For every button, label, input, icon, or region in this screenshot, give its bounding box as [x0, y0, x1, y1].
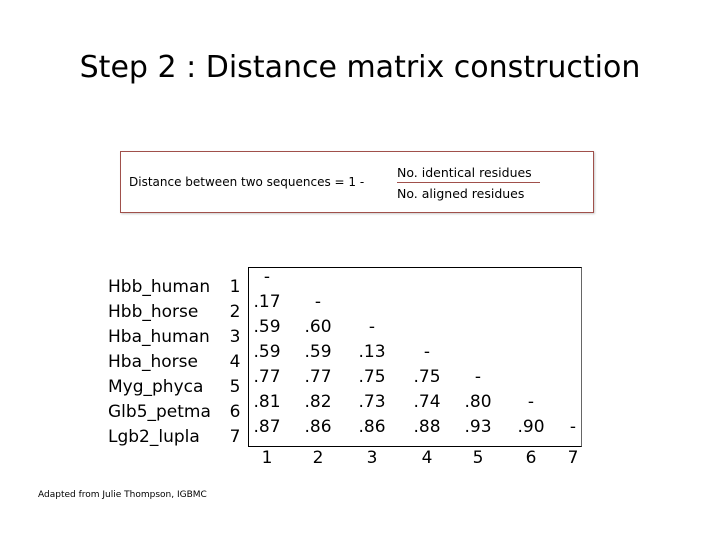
matrix-cell: .82	[304, 392, 332, 412]
matrix-cell: .81	[253, 392, 281, 412]
species-list	[108, 275, 248, 450]
species-name: Hba_human	[108, 327, 210, 347]
matrix-cell: .93	[464, 417, 492, 437]
matrix-cell: -	[314, 292, 322, 312]
species-index: 2	[229, 302, 241, 322]
species-row	[108, 275, 248, 300]
matrix-cell: .73	[358, 392, 386, 412]
species-row	[108, 425, 248, 450]
matrix-cell: .17	[253, 292, 281, 312]
matrix-cell: .74	[413, 392, 441, 412]
species-row	[108, 400, 248, 425]
matrix-cell: .86	[304, 417, 332, 437]
matrix-cell: .59	[304, 342, 332, 362]
matrix-cell: .75	[413, 367, 441, 387]
matrix-cell: .75	[358, 367, 386, 387]
species-index: 5	[229, 377, 241, 397]
species-name: Myg_phyca	[108, 377, 204, 397]
species-name: Lgb2_lupla	[108, 427, 200, 447]
matrix-cell: .88	[413, 417, 441, 437]
matrix-cell: .77	[304, 367, 332, 387]
matrix-cell: .59	[253, 317, 281, 337]
formula-label: Distance between two sequences = 1 -	[129, 175, 365, 189]
matrix-cell: .90	[517, 417, 545, 437]
species-index: 3	[229, 327, 241, 347]
matrix-cell: -	[527, 392, 535, 412]
matrix-cell: .87	[253, 417, 281, 437]
formula-box	[120, 151, 594, 213]
matrix-cell: .59	[253, 342, 281, 362]
slide-title: Step 2 : Distance matrix construction	[79, 50, 641, 85]
matrix-column-label: 1	[261, 448, 273, 468]
matrix-cell: -	[569, 417, 577, 437]
species-name: Hbb_human	[108, 277, 211, 297]
formula-denominator: No. aligned residues	[397, 186, 525, 201]
species-index: 7	[229, 427, 241, 447]
species-row	[108, 300, 248, 325]
species-index: 4	[229, 352, 241, 372]
matrix-column-label: 3	[366, 448, 378, 468]
species-name: Glb5_petma	[108, 402, 211, 422]
formula-numerator: No. identical residues	[397, 165, 532, 180]
matrix-cell: .13	[358, 342, 386, 362]
matrix-cell: -	[263, 267, 271, 287]
species-row	[108, 350, 248, 375]
species-row	[108, 325, 248, 350]
species-name: Hbb_horse	[108, 302, 199, 322]
matrix-cell: .80	[464, 392, 492, 412]
matrix-column-label: 4	[421, 448, 433, 468]
species-index: 1	[229, 277, 241, 297]
species-index: 6	[229, 402, 241, 422]
matrix-cell: -	[474, 367, 482, 387]
matrix-cell: .60	[304, 317, 332, 337]
credit-text: Adapted from Julie Thompson, IGBMC	[38, 490, 207, 500]
species-row	[108, 375, 248, 400]
matrix-cell: -	[368, 317, 376, 337]
matrix-cell: .77	[253, 367, 281, 387]
matrix-cell: -	[423, 342, 431, 362]
matrix-column-label: 2	[312, 448, 324, 468]
species-name: Hba_horse	[108, 352, 198, 372]
matrix-column-label: 5	[472, 448, 484, 468]
matrix-cell: .86	[358, 417, 386, 437]
fraction-bar	[397, 182, 540, 183]
matrix-column-label: 7	[567, 448, 579, 468]
matrix-column-label: 6	[525, 448, 537, 468]
